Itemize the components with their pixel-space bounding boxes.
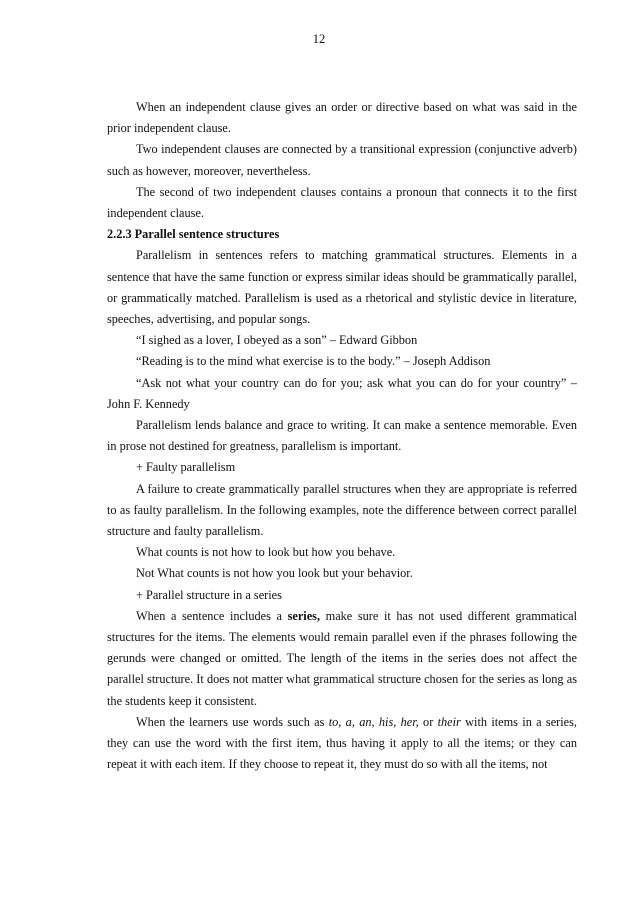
paragraph-parallelism-definition: Parallelism in sentences refers to matching grammatical structures. Elements in a sentence that have the same function or express similar ideas should be grammatically parallel, or grammatically matched. Parallelism is used as a rhetorical and stylistic device in literature, speeches, advertising, and popular songs. [107,248,577,327]
series-bold-term: series, [287,608,321,623]
paragraph-balance-grace: Parallelism lends balance and grace to writing. It can make a sentence memorable. Even in prose not destined for greatness, parallelism is important. [107,418,577,454]
articles-italic-words: to, a, an, his, her, [328,714,419,729]
quote-kennedy: “Ask not what your country can do for you; ask what you can do for your country” – John F. Kennedy [107,375,577,411]
page-number: 12 [312,32,326,46]
paragraph-faulty-parallelism: A failure to create grammatically parallel structures when they are appropriate is referred to as faulty parallelism. In the following examples, note the difference between correct parallel structure and faulty parallelism. [107,481,577,539]
paragraph-transitional-expression: Two independent clauses are connected by a transitional expression (conjunctive adverb) such as however, moreover, nevertheless. [107,142,577,178]
paragraph-series [107,606,577,712]
series-text-start: When a sentence includes a [136,608,288,623]
paragraph-pronoun-connection: The second of two independent clauses contains a pronoun that connects it to the first independent clause. [107,184,577,221]
example-sentence-1: What counts is not how to look but how you behave. [136,545,396,560]
articles-text-rest: with items in a series, they can use the word with the first item, thus having it apply to all the items; or they can repeat it with each item. If they choose to repeat it, they must do so with all the items, not [107,714,577,772]
paragraph-directive-clause: When an independent clause gives an order or directive based on what was said in the prior independent clause. [107,100,577,136]
articles-text-mid: or [418,714,438,729]
articles-text-start: When the learners use words such as [136,714,329,729]
example-sentence-2: Not What counts is not how you look but your behavior. [136,566,413,581]
series-text-rest: make sure it has not used different grammatical structures for the items. The elements would remain parallel even if the phrases following the gerunds were changed or omitted. The length of the items in the series does not affect the parallel structure. It does not matter what grammatical structure chosen for the series as long as the students keep it consistent. [107,608,577,708]
articles-italic-their: their [437,714,461,729]
quote-addison: “Reading is to the mind what exercise is to the body.” – Joseph Addison [136,354,491,369]
quote-gibbon: “I sighed as a lover, I obeyed as a son” – Edward Gibbon [136,333,418,348]
section-heading: 2.2.3 Parallel sentence structures [107,227,280,242]
document-body [107,97,577,776]
subheading-parallel-series: + Parallel structure in a series [136,587,282,602]
subheading-faulty-parallelism: + Faulty parallelism [136,460,236,475]
paragraph-articles-series [107,712,577,776]
